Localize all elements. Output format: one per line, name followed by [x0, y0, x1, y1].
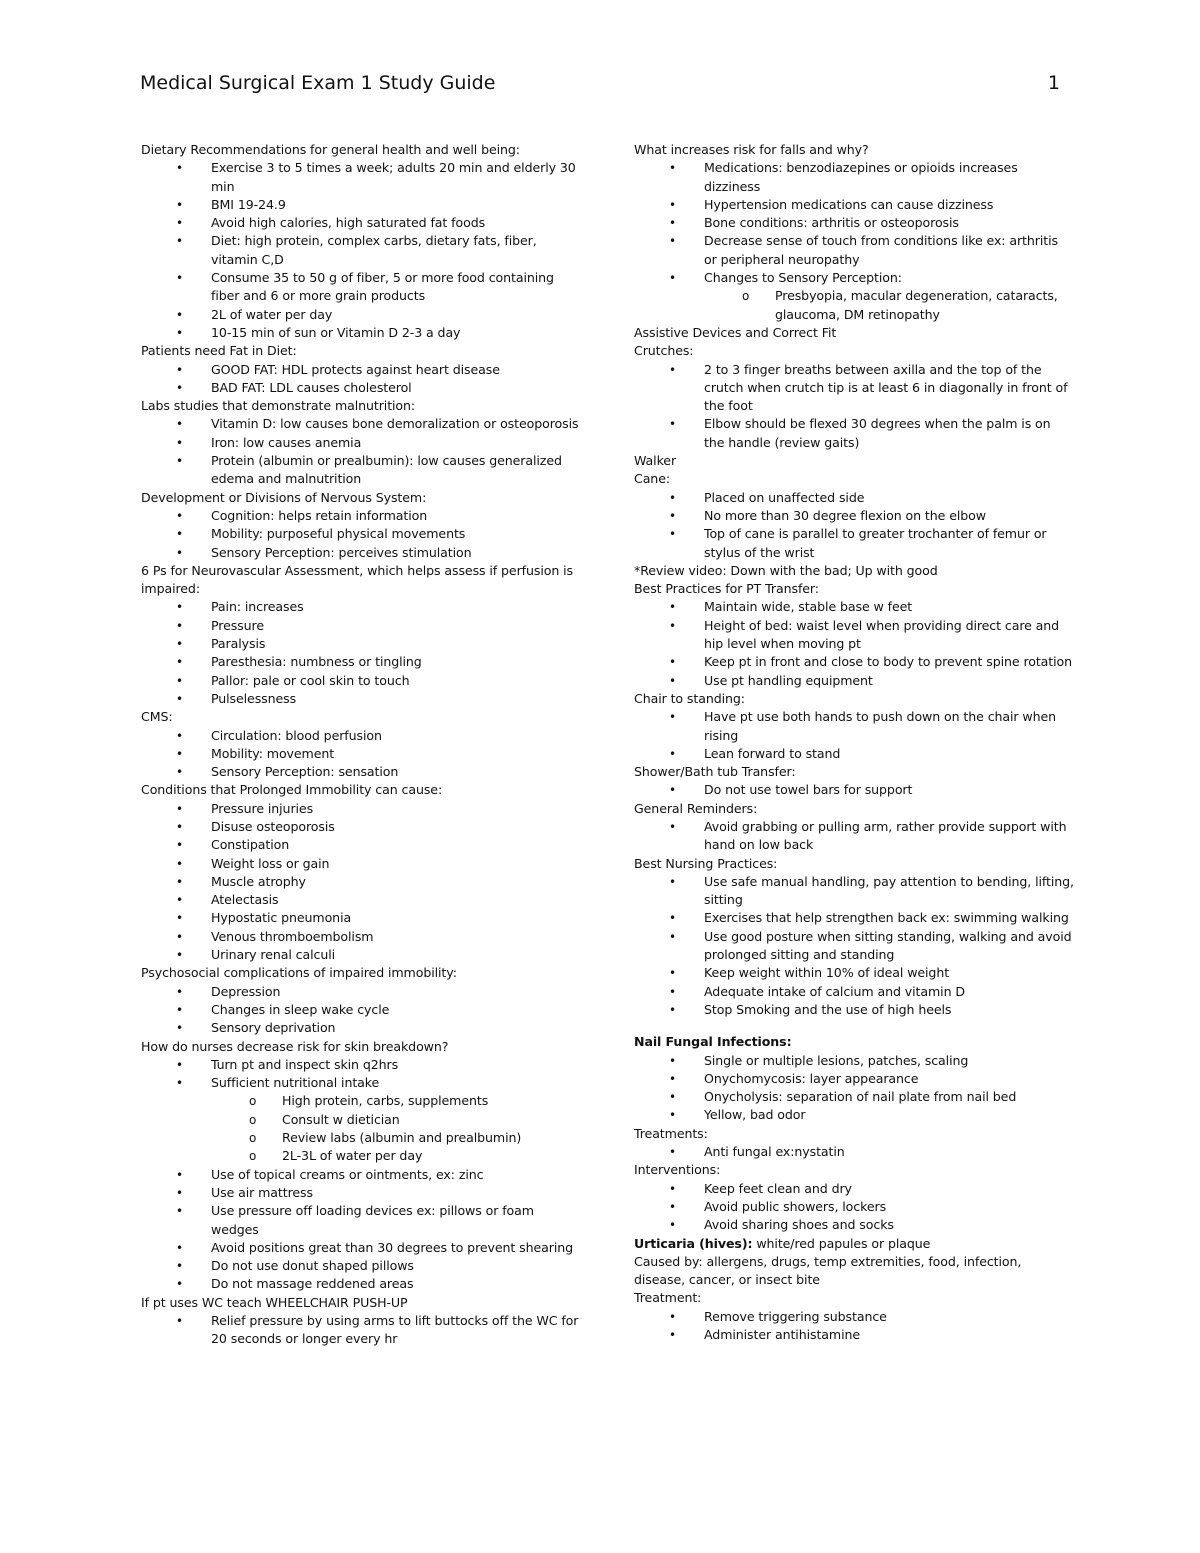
bullet-item: • Have pt use both hands to push down on the chair when rising	[634, 708, 1074, 745]
bullet-item: • Mobility: movement	[141, 745, 581, 763]
sub-bullet-item: o Review labs (albumin and prealbumin)	[141, 1129, 581, 1147]
section-heading: Treatments:	[634, 1125, 708, 1141]
bullet-item: • Turn pt and inspect skin q2hrs	[141, 1056, 581, 1074]
bullet-item: • Circulation: blood perfusion	[141, 727, 581, 745]
bullet-item: • Keep feet clean and dry	[634, 1180, 1074, 1198]
bullet-item: • Sensory deprivation	[141, 1019, 581, 1037]
bullet-item: • Avoid grabbing or pulling arm, rather provide support with hand on low back	[634, 818, 1074, 855]
bullet-item: • 10-15 min of sun or Vitamin D 2-3 a day	[141, 324, 581, 342]
bullet-item: • Vitamin D: low causes bone demoralization or osteoporosis	[141, 415, 581, 433]
section-heading: Interventions:	[634, 1162, 721, 1178]
bullet-item: • Sensory Perception: perceives stimulation	[141, 544, 581, 562]
bullet-item: • Single or multiple lesions, patches, scaling	[634, 1052, 1074, 1070]
bullet-item: • Muscle atrophy	[141, 873, 581, 891]
bullet-item: • Urinary renal calculi	[141, 946, 581, 964]
bullet-item: • Relief pressure by using arms to lift buttocks off the WC for 20 seconds or longer every hr	[141, 1312, 581, 1349]
section-heading: Walker	[634, 453, 677, 469]
bullet-item: • Hypostatic pneumonia	[141, 909, 581, 927]
bullet-item: • Medications: benzodiazepines or opioids increases dizziness	[634, 159, 1074, 196]
bullet-item: • Keep pt in front and close to body to prevent spine rotation	[634, 653, 1074, 671]
bullet-item: • Height of bed: waist level when providing direct care and hip level when moving pt	[634, 617, 1074, 654]
bullet-item: • Use good posture when sitting standing, walking and avoid prolonged sitting and standing	[634, 928, 1074, 965]
section-heading: Psychosocial complications of impaired immobility:	[141, 965, 457, 981]
bullet-item: • Maintain wide, stable base w feet	[634, 598, 1074, 616]
bullet-item: • Changes to Sensory Perception:	[634, 269, 1074, 287]
page-header	[140, 72, 1060, 102]
bullet-item: • Decrease sense of touch from conditions like ex: arthritis or peripheral neuropathy	[634, 232, 1074, 269]
bullet-item: • Pressure	[141, 617, 581, 635]
bullet-item: • Cognition: helps retain information	[141, 507, 581, 525]
section-heading: Patients need Fat in Diet:	[141, 343, 297, 359]
section-heading: Best Nursing Practices:	[634, 855, 778, 871]
section-heading-bold: Nail Fungal Infections:	[634, 1034, 792, 1050]
bullet-item: • Exercise 3 to 5 times a week; adults 20 min and elderly 30 min	[141, 159, 581, 196]
section-heading: Cane:	[634, 471, 670, 487]
section-heading: Conditions that Prolonged Immobility can cause:	[141, 782, 443, 798]
bullet-item: • Onycholysis: separation of nail plate from nail bed	[634, 1088, 1074, 1106]
sub-bullet-item: o Presbyopia, macular degeneration, cataracts, glaucoma, DM retinopathy	[634, 287, 1074, 324]
bullet-item: • BMI 19-24.9	[141, 196, 581, 214]
right-column	[634, 141, 1074, 1344]
heading-bold-part: Urticaria (hives):	[634, 1235, 753, 1251]
bullet-item: • Venous thromboembolism	[141, 928, 581, 946]
bullet-item: • Elbow should be flexed 30 degrees when the palm is on the handle (review gaits)	[634, 415, 1074, 452]
section-heading: Dietary Recommendations for general health and well being:	[141, 142, 520, 157]
bullet-item: • Sufficient nutritional intake	[141, 1074, 581, 1092]
bullet-item: • Adequate intake of calcium and vitamin D	[634, 983, 1074, 1001]
bullet-item: • Use of topical creams or ointments, ex: zinc	[141, 1166, 581, 1184]
bullet-item: • Atelectasis	[141, 891, 581, 909]
section-heading: What increases risk for falls and why?	[634, 142, 869, 157]
bullet-item: • Hypertension medications can cause dizziness	[634, 196, 1074, 214]
bullet-item: • Bone conditions: arthritis or osteoporosis	[634, 214, 1074, 232]
section-heading: If pt uses WC teach WHEELCHAIR PUSH-UP	[141, 1294, 408, 1310]
bullet-item: • Constipation	[141, 836, 581, 854]
heading-rest: white/red papules or plaque	[752, 1235, 931, 1251]
bullet-item: • Placed on unaffected side	[634, 489, 1074, 507]
bullet-item: • Top of cane is parallel to greater trochanter of femur or stylus of the wrist	[634, 525, 1074, 562]
bullet-item: • Onychomycosis: layer appearance	[634, 1070, 1074, 1088]
bullet-item: • Sensory Perception: sensation	[141, 763, 581, 781]
section-heading: Shower/Bath tub Transfer:	[634, 764, 796, 780]
section-heading: How do nurses decrease risk for skin breakdown?	[141, 1038, 449, 1054]
bullet-item: • Use safe manual handling, pay attention to bending, lifting, sitting	[634, 873, 1074, 910]
bullet-item: • Use pressure off loading devices ex: pillows or foam wedges	[141, 1202, 581, 1239]
bullet-item: • Depression	[141, 983, 581, 1001]
section-heading: CMS:	[141, 709, 173, 725]
bullet-item: • Remove triggering substance	[634, 1308, 1074, 1326]
bullet-item: • Exercises that help strengthen back ex: swimming walking	[634, 909, 1074, 927]
bullet-item: • Lean forward to stand	[634, 745, 1074, 763]
section-heading: Crutches:	[634, 343, 694, 359]
document-title: Medical Surgical Exam 1 Study Guide	[140, 72, 496, 94]
bullet-item: • Paresthesia: numbness or tingling	[141, 653, 581, 671]
sub-bullet-item: o High protein, carbs, supplements	[141, 1092, 581, 1110]
bullet-item: • Avoid positions great than 30 degrees to prevent shearing	[141, 1239, 581, 1257]
section-heading: Caused by: allergens, drugs, temp extremities, food, infection, disease, cancer, or insect bite	[634, 1253, 1022, 1288]
section-heading: Assistive Devices and Correct Fit	[634, 324, 837, 340]
bullet-item: • Anti fungal ex:nystatin	[634, 1143, 1074, 1161]
bullet-item: • Disuse osteoporosis	[141, 818, 581, 836]
bullet-item: • Changes in sleep wake cycle	[141, 1001, 581, 1019]
spacer	[634, 1019, 1074, 1033]
section-heading: Chair to standing:	[634, 690, 745, 706]
bullet-item: • Pulselessness	[141, 690, 581, 708]
bullet-item: • Paralysis	[141, 635, 581, 653]
bullet-item: • Administer antihistamine	[634, 1326, 1074, 1344]
bullet-item: • Stop Smoking and the use of high heels	[634, 1001, 1074, 1019]
section-heading: Development or Divisions of Nervous System:	[141, 489, 427, 505]
bullet-item: • Weight loss or gain	[141, 855, 581, 873]
bullet-item: • Yellow, bad odor	[634, 1106, 1074, 1124]
bullet-item: • Iron: low causes anemia	[141, 434, 581, 452]
section-heading: *Review video: Down with the bad; Up with good	[634, 562, 938, 578]
bullet-item: • Avoid public showers, lockers	[634, 1198, 1074, 1216]
bullet-item: • Pain: increases	[141, 598, 581, 616]
bullet-item: • Consume 35 to 50 g of fiber, 5 or more food containing fiber and 6 or more grain products	[141, 269, 581, 306]
bullet-item: • No more than 30 degree flexion on the elbow	[634, 507, 1074, 525]
bullet-item: • Protein (albumin or prealbumin): low causes generalized edema and malnutrition	[141, 452, 581, 489]
bullet-item: • Do not massage reddened areas	[141, 1275, 581, 1293]
bullet-item: • Avoid sharing shoes and socks	[634, 1216, 1074, 1234]
sub-bullet-item: o 2L-3L of water per day	[141, 1147, 581, 1165]
bullet-item: • Do not use donut shaped pillows	[141, 1257, 581, 1275]
bullet-item: • Keep weight within 10% of ideal weight	[634, 964, 1074, 982]
bullet-item: • BAD FAT: LDL causes cholesterol	[141, 379, 581, 397]
section-heading: Best Practices for PT Transfer:	[634, 581, 819, 597]
section-heading-mixed	[634, 1235, 1074, 1253]
bullet-item: • 2 to 3 finger breaths between axilla and the top of the crutch when crutch tip is at least 6 in diagonally in front of the foot	[634, 361, 1074, 416]
bullet-item: • Do not use towel bars for support	[634, 781, 1074, 799]
section-heading: 6 Ps for Neurovascular Assessment, which helps assess if perfusion is impaired:	[141, 562, 573, 597]
bullet-item: • Mobility: purposeful physical movements	[141, 525, 581, 543]
left-column	[141, 141, 581, 1349]
sub-bullet-item: o Consult w dietician	[141, 1111, 581, 1129]
bullet-item: • Pressure injuries	[141, 800, 581, 818]
bullet-item: • Use air mattress	[141, 1184, 581, 1202]
bullet-item: • GOOD FAT: HDL protects against heart disease	[141, 361, 581, 379]
page-number: 1	[1047, 72, 1060, 94]
section-heading: General Reminders:	[634, 800, 758, 816]
bullet-item: • Diet: high protein, complex carbs, dietary fats, fiber, vitamin C,D	[141, 232, 581, 269]
section-heading: Labs studies that demonstrate malnutrition:	[141, 398, 416, 414]
section-heading: Treatment:	[634, 1290, 702, 1306]
bullet-item: • Use pt handling equipment	[634, 672, 1074, 690]
bullet-item: • Pallor: pale or cool skin to touch	[141, 672, 581, 690]
bullet-item: • Avoid high calories, high saturated fat foods	[141, 214, 581, 232]
bullet-item: • 2L of water per day	[141, 306, 581, 324]
